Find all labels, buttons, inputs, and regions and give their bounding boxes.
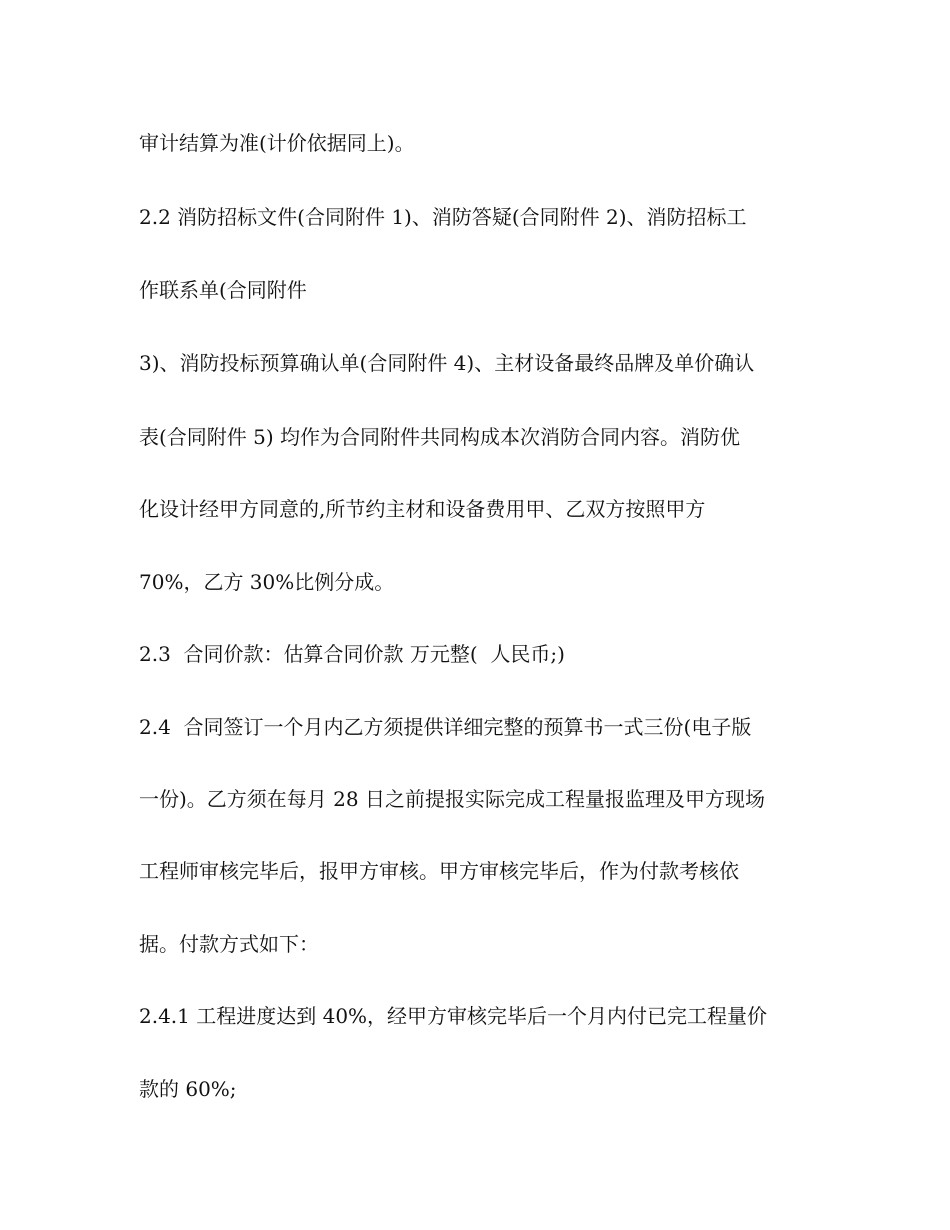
text-line: 据。付款方式如下：: [139, 932, 319, 956]
text-line: 化设计经甲方同意的,所节约主材和设备费用甲、乙双方按照甲方: [139, 497, 706, 521]
text-line: 70%，乙方 30%比例分成。: [139, 570, 395, 594]
text-line: 2.4.1 工程进度达到 40%，经甲方审核完毕后一个月内付已完工程量价: [139, 1004, 768, 1028]
text-line: 工程师审核完毕后，报甲方审核。甲方审核完毕后，作为付款考核依: [139, 859, 739, 883]
text-line: 一份)。乙方须在每月 28 日之前提报实际完成工程量报监理及甲方现场: [139, 787, 765, 811]
text-line: 3)、消防投标预算确认单(合同附件 4)、主材设备最终品牌及单价确认: [139, 351, 755, 375]
text-line: 款的 60%;: [139, 1077, 237, 1101]
text-line: 表(合同附件 5) 均作为合同附件共同构成本次消防合同内容。消防优: [139, 425, 741, 449]
text-line: 审计结算为准(计价依据同上)。: [139, 131, 415, 155]
text-line: 作联系单(合同附件: [139, 278, 307, 302]
text-line: 2.4 合同签订一个月内乙方须提供详细完整的预算书一式三份(电子版: [139, 715, 752, 739]
text-line: 2.3 合同价款：估算合同价款 万元整( 人民币;): [139, 642, 565, 666]
text-line: 2.2 消防招标文件(合同附件 1)、消防答疑(合同附件 2)、消防招标工: [139, 205, 747, 229]
